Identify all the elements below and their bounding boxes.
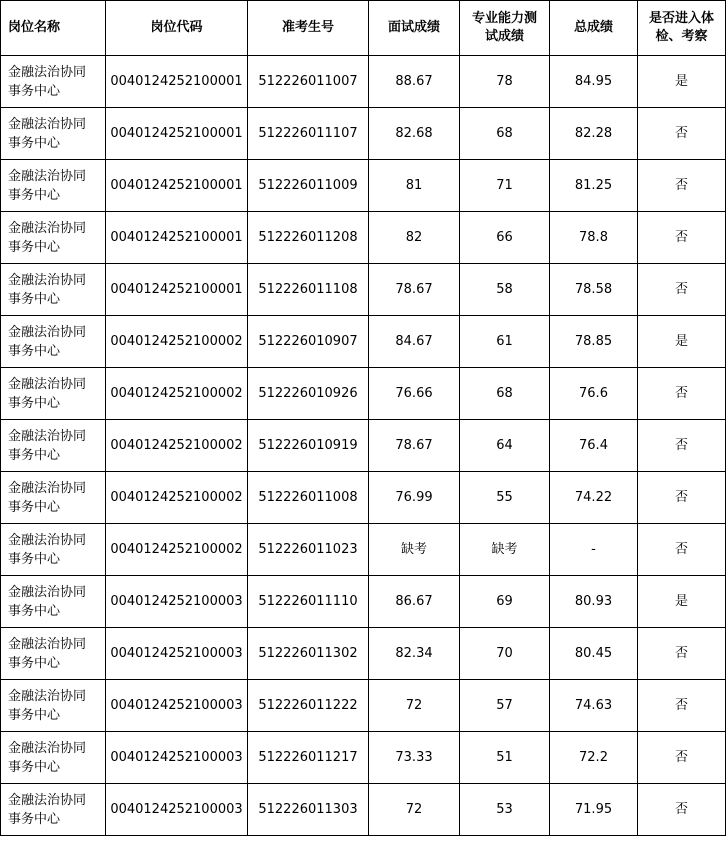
cell-total-score: 80.45 bbox=[550, 628, 638, 680]
table-body bbox=[1, 56, 726, 836]
header-advance-line1: 是否进入体 bbox=[648, 11, 714, 26]
cell-advance: 否 bbox=[638, 212, 726, 264]
cell-ability-score: 71 bbox=[460, 160, 550, 212]
cell-position-name bbox=[1, 56, 106, 108]
cell-ability-score: 61 bbox=[460, 316, 550, 368]
table-header bbox=[1, 1, 726, 56]
cell-exam-number: 512226010926 bbox=[248, 368, 369, 420]
cell-ability-score: 69 bbox=[460, 576, 550, 628]
cell-ability-score: 缺考 bbox=[460, 524, 550, 576]
cell-interview-score: 82.68 bbox=[369, 108, 460, 160]
cell-position-code: 0040124252100003 bbox=[106, 732, 248, 784]
position-name-name-line2: 事务中心 bbox=[8, 239, 61, 255]
cell-total-score: 74.22 bbox=[550, 472, 638, 524]
cell-exam-number: 512226011303 bbox=[248, 784, 369, 836]
cell-position-code: 0040124252100003 bbox=[106, 628, 248, 680]
header-total-score: 总成绩 bbox=[550, 1, 638, 56]
cell-ability-score: 78 bbox=[460, 56, 550, 108]
position-name-name-line1: 金融法治协同 bbox=[8, 792, 87, 808]
position-name-name-line2: 事务中心 bbox=[8, 551, 61, 567]
cell-ability-score: 51 bbox=[460, 732, 550, 784]
cell-position-name bbox=[1, 784, 106, 836]
table-row bbox=[1, 212, 726, 264]
header-interview-score: 面试成绩 bbox=[369, 1, 460, 56]
position-name-name-line2: 事务中心 bbox=[8, 395, 61, 411]
cell-position-code: 0040124252100001 bbox=[106, 264, 248, 316]
header-position-name: 岗位名称 bbox=[1, 1, 106, 56]
cell-exam-number: 512226011008 bbox=[248, 472, 369, 524]
cell-advance: 是 bbox=[638, 56, 726, 108]
cell-total-score: 74.63 bbox=[550, 680, 638, 732]
cell-exam-number: 512226011108 bbox=[248, 264, 369, 316]
position-name-name-line1: 金融法治协同 bbox=[8, 116, 87, 132]
cell-interview-score: 缺考 bbox=[369, 524, 460, 576]
cell-ability-score: 64 bbox=[460, 420, 550, 472]
cell-interview-score: 78.67 bbox=[369, 264, 460, 316]
cell-interview-score: 88.67 bbox=[369, 56, 460, 108]
position-name-name-line1: 金融法治协同 bbox=[8, 428, 87, 444]
position-name-name-line2: 事务中心 bbox=[8, 447, 61, 463]
position-name-name-line1: 金融法治协同 bbox=[8, 636, 87, 652]
cell-total-score: 72.2 bbox=[550, 732, 638, 784]
position-name-name-line2: 事务中心 bbox=[8, 291, 61, 307]
table-row bbox=[1, 784, 726, 836]
cell-exam-number: 512226010907 bbox=[248, 316, 369, 368]
cell-interview-score: 76.66 bbox=[369, 368, 460, 420]
cell-exam-number: 512226011302 bbox=[248, 628, 369, 680]
cell-exam-number: 512226011217 bbox=[248, 732, 369, 784]
position-name-name-line1: 金融法治协同 bbox=[8, 324, 87, 340]
cell-advance: 否 bbox=[638, 628, 726, 680]
cell-advance: 否 bbox=[638, 108, 726, 160]
cell-advance: 否 bbox=[638, 784, 726, 836]
position-name-name-line2: 事务中心 bbox=[8, 499, 61, 515]
cell-position-name bbox=[1, 576, 106, 628]
cell-exam-number: 512226010919 bbox=[248, 420, 369, 472]
position-name-name-line2: 事务中心 bbox=[8, 655, 61, 671]
cell-position-name bbox=[1, 524, 106, 576]
cell-advance: 否 bbox=[638, 420, 726, 472]
cell-ability-score: 68 bbox=[460, 108, 550, 160]
position-name-name-line1: 金融法治协同 bbox=[8, 688, 87, 704]
table-row bbox=[1, 264, 726, 316]
header-row bbox=[1, 1, 726, 56]
cell-total-score: 78.85 bbox=[550, 316, 638, 368]
header-exam-number: 准考生号 bbox=[248, 1, 369, 56]
cell-exam-number: 512226011110 bbox=[248, 576, 369, 628]
cell-advance: 否 bbox=[638, 368, 726, 420]
header-position-code: 岗位代码 bbox=[106, 1, 248, 56]
header-ability-score-line1: 专业能力测 bbox=[471, 11, 537, 26]
cell-advance: 否 bbox=[638, 732, 726, 784]
cell-ability-score: 70 bbox=[460, 628, 550, 680]
cell-advance: 否 bbox=[638, 680, 726, 732]
table-row bbox=[1, 420, 726, 472]
cell-advance: 是 bbox=[638, 316, 726, 368]
position-name-name-line1: 金融法治协同 bbox=[8, 168, 87, 184]
header-ability-score bbox=[460, 1, 550, 56]
cell-position-code: 0040124252100002 bbox=[106, 472, 248, 524]
position-name-name-line1: 金融法治协同 bbox=[8, 480, 87, 496]
cell-position-code: 0040124252100001 bbox=[106, 160, 248, 212]
position-name-name-line2: 事务中心 bbox=[8, 83, 61, 99]
cell-ability-score: 58 bbox=[460, 264, 550, 316]
cell-total-score: - bbox=[550, 524, 638, 576]
cell-exam-number: 512226011107 bbox=[248, 108, 369, 160]
position-name-name-line1: 金融法治协同 bbox=[8, 740, 87, 756]
cell-position-name bbox=[1, 680, 106, 732]
cell-position-name bbox=[1, 264, 106, 316]
position-name-name-line2: 事务中心 bbox=[8, 187, 61, 203]
table-row bbox=[1, 108, 726, 160]
cell-position-name bbox=[1, 316, 106, 368]
cell-ability-score: 57 bbox=[460, 680, 550, 732]
cell-position-name bbox=[1, 160, 106, 212]
cell-interview-score: 72 bbox=[369, 784, 460, 836]
table-row bbox=[1, 680, 726, 732]
cell-position-code: 0040124252100003 bbox=[106, 576, 248, 628]
cell-total-score: 82.28 bbox=[550, 108, 638, 160]
cell-position-name bbox=[1, 108, 106, 160]
cell-interview-score: 76.99 bbox=[369, 472, 460, 524]
cell-interview-score: 84.67 bbox=[369, 316, 460, 368]
cell-position-name bbox=[1, 368, 106, 420]
table-row bbox=[1, 316, 726, 368]
position-name-name-line1: 金融法治协同 bbox=[8, 532, 87, 548]
cell-total-score: 78.58 bbox=[550, 264, 638, 316]
header-ability-score-line2: 试成绩 bbox=[484, 29, 524, 44]
cell-position-name bbox=[1, 420, 106, 472]
cell-interview-score: 86.67 bbox=[369, 576, 460, 628]
cell-ability-score: 68 bbox=[460, 368, 550, 420]
cell-position-name bbox=[1, 212, 106, 264]
cell-interview-score: 78.67 bbox=[369, 420, 460, 472]
table-row bbox=[1, 472, 726, 524]
cell-position-name bbox=[1, 732, 106, 784]
cell-position-name bbox=[1, 628, 106, 680]
cell-position-code: 0040124252100002 bbox=[106, 316, 248, 368]
cell-position-code: 0040124252100001 bbox=[106, 56, 248, 108]
cell-position-code: 0040124252100003 bbox=[106, 680, 248, 732]
position-name-name-line1: 金融法治协同 bbox=[8, 220, 87, 236]
cell-exam-number: 512226011007 bbox=[248, 56, 369, 108]
position-name-name-line2: 事务中心 bbox=[8, 707, 61, 723]
cell-total-score: 78.8 bbox=[550, 212, 638, 264]
cell-position-code: 0040124252100003 bbox=[106, 784, 248, 836]
cell-position-name bbox=[1, 472, 106, 524]
cell-interview-score: 82.34 bbox=[369, 628, 460, 680]
cell-exam-number: 512226011208 bbox=[248, 212, 369, 264]
table-row bbox=[1, 524, 726, 576]
position-name-name-line2: 事务中心 bbox=[8, 759, 61, 775]
cell-total-score: 84.95 bbox=[550, 56, 638, 108]
position-name-name-line1: 金融法治协同 bbox=[8, 64, 87, 80]
cell-total-score: 80.93 bbox=[550, 576, 638, 628]
position-name-name-line1: 金融法治协同 bbox=[8, 584, 87, 600]
cell-total-score: 76.6 bbox=[550, 368, 638, 420]
cell-advance: 否 bbox=[638, 524, 726, 576]
header-advance-line2: 检、考察 bbox=[655, 29, 708, 44]
cell-position-code: 0040124252100001 bbox=[106, 212, 248, 264]
cell-ability-score: 55 bbox=[460, 472, 550, 524]
header-advance bbox=[638, 1, 726, 56]
cell-position-code: 0040124252100002 bbox=[106, 368, 248, 420]
table-row bbox=[1, 368, 726, 420]
position-name-name-line1: 金融法治协同 bbox=[8, 376, 87, 392]
table-row bbox=[1, 576, 726, 628]
cell-exam-number: 512226011222 bbox=[248, 680, 369, 732]
cell-total-score: 81.25 bbox=[550, 160, 638, 212]
cell-interview-score: 73.33 bbox=[369, 732, 460, 784]
cell-total-score: 76.4 bbox=[550, 420, 638, 472]
cell-advance: 否 bbox=[638, 264, 726, 316]
cell-position-code: 0040124252100002 bbox=[106, 420, 248, 472]
position-name-name-line2: 事务中心 bbox=[8, 811, 61, 827]
table-row bbox=[1, 160, 726, 212]
position-name-name-line1: 金融法治协同 bbox=[8, 272, 87, 288]
cell-interview-score: 81 bbox=[369, 160, 460, 212]
position-name-name-line2: 事务中心 bbox=[8, 343, 61, 359]
position-name-name-line2: 事务中心 bbox=[8, 135, 61, 151]
cell-ability-score: 53 bbox=[460, 784, 550, 836]
table-row bbox=[1, 732, 726, 784]
cell-advance: 否 bbox=[638, 472, 726, 524]
cell-position-code: 0040124252100002 bbox=[106, 524, 248, 576]
cell-advance: 否 bbox=[638, 160, 726, 212]
cell-interview-score: 72 bbox=[369, 680, 460, 732]
cell-exam-number: 512226011009 bbox=[248, 160, 369, 212]
position-name-name-line2: 事务中心 bbox=[8, 603, 61, 619]
cell-total-score: 71.95 bbox=[550, 784, 638, 836]
table-row bbox=[1, 628, 726, 680]
cell-interview-score: 82 bbox=[369, 212, 460, 264]
cell-advance: 是 bbox=[638, 576, 726, 628]
table-row bbox=[1, 56, 726, 108]
cell-position-code: 0040124252100001 bbox=[106, 108, 248, 160]
cell-ability-score: 66 bbox=[460, 212, 550, 264]
cell-exam-number: 512226011023 bbox=[248, 524, 369, 576]
